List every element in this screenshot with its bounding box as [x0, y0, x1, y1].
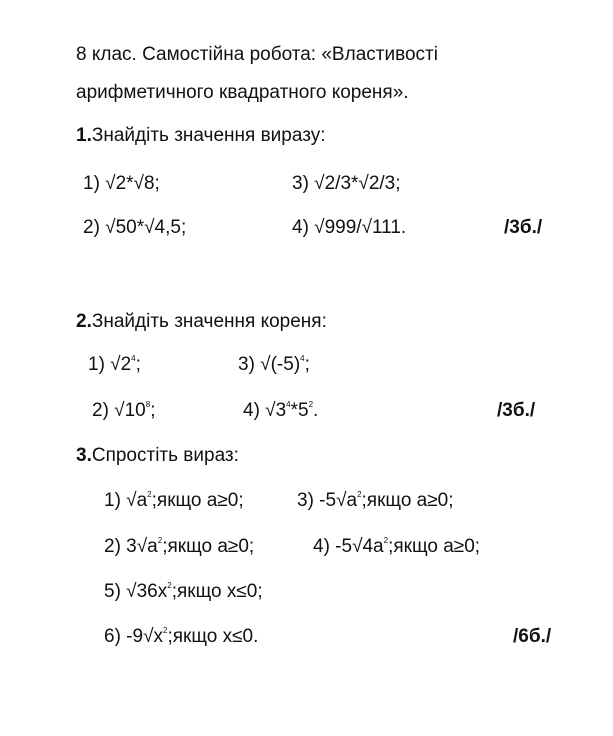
task2-item-1 [88, 355, 141, 374]
title-line-1: 8 клас. Самостійна робота: «Властивості [76, 44, 438, 65]
task1-item-3: 3) √2/3*√2/3; [292, 173, 401, 194]
task3-item-3 [297, 491, 454, 510]
expr-text: . [313, 400, 319, 421]
exponent: 8 [145, 399, 151, 409]
expr-text: *5 [290, 400, 309, 421]
expr-text: 4) √3 [243, 400, 287, 421]
task3-heading-text: Спростіть вираз: [91, 445, 239, 466]
expr-text: 5) √36x [104, 581, 168, 602]
expr-text: ; [304, 354, 310, 375]
task2-score: /3б./ [497, 400, 536, 421]
expr-text: 2) √10 [92, 400, 146, 421]
task3-score: /6б./ [513, 626, 552, 647]
expr-text: ;якщо x≤0; [171, 581, 263, 602]
task3-heading [76, 446, 239, 465]
task1-item-2: 2) √50*√4,5; [83, 217, 187, 238]
expr-text: 1) √a [104, 490, 148, 511]
expr-text: 1) √2 [88, 354, 132, 375]
task3-item-5 [104, 582, 263, 601]
expr-text: 6) -9√x [104, 626, 163, 647]
task3-number: 3. [76, 445, 92, 466]
expr-text: 2) 3√a [104, 536, 158, 557]
expr-text: ; [135, 354, 141, 375]
expr-text: ;якщо a≥0; [361, 490, 454, 511]
task1-item-1: 1) √2*√8; [83, 173, 160, 194]
expr-text: ;якщо a≥0; [162, 536, 255, 557]
expr-text: 3) -5√a [297, 490, 358, 511]
task2-heading [76, 312, 327, 331]
task2-heading-text: Знайдіть значення кореня: [91, 311, 327, 332]
task1-score: /3б./ [504, 217, 543, 238]
task3-item-2 [104, 537, 254, 556]
title-line-2: арифметичного квадратного кореня». [76, 82, 409, 103]
expr-text: ;якщо a≥0; [388, 536, 481, 557]
task2-item-3 [238, 355, 310, 374]
exponent: 2 [308, 399, 314, 409]
exponent: 2 [167, 580, 172, 590]
task2-item-4 [243, 401, 318, 420]
task1-number: 1. [76, 125, 92, 146]
expr-text: ;якщо x≤0. [167, 626, 259, 647]
exponent: 2 [147, 489, 152, 499]
exponent: 4 [131, 353, 136, 363]
task2-number: 2. [76, 311, 92, 332]
task3-item-1 [104, 491, 244, 510]
task1-heading [76, 126, 325, 145]
exponent: 4 [286, 399, 291, 409]
task2-item-2 [92, 401, 155, 420]
exponent: 2 [383, 535, 389, 545]
task3-item-4 [313, 537, 480, 556]
expr-text: 3) √(-5) [238, 354, 301, 375]
task1-heading-text: Знайдіть значення виразу: [91, 125, 326, 146]
task1-item-4: 4) √999/√111. [292, 217, 407, 238]
expr-text: ; [150, 400, 156, 421]
task3-item-6 [104, 627, 258, 646]
expr-text: 4) -5√4a [313, 536, 384, 557]
exponent: 4 [300, 353, 305, 363]
expr-text: ;якщо a≥0; [151, 490, 244, 511]
exponent: 2 [157, 535, 163, 545]
exponent: 2 [357, 489, 362, 499]
exponent: 2 [163, 625, 168, 635]
